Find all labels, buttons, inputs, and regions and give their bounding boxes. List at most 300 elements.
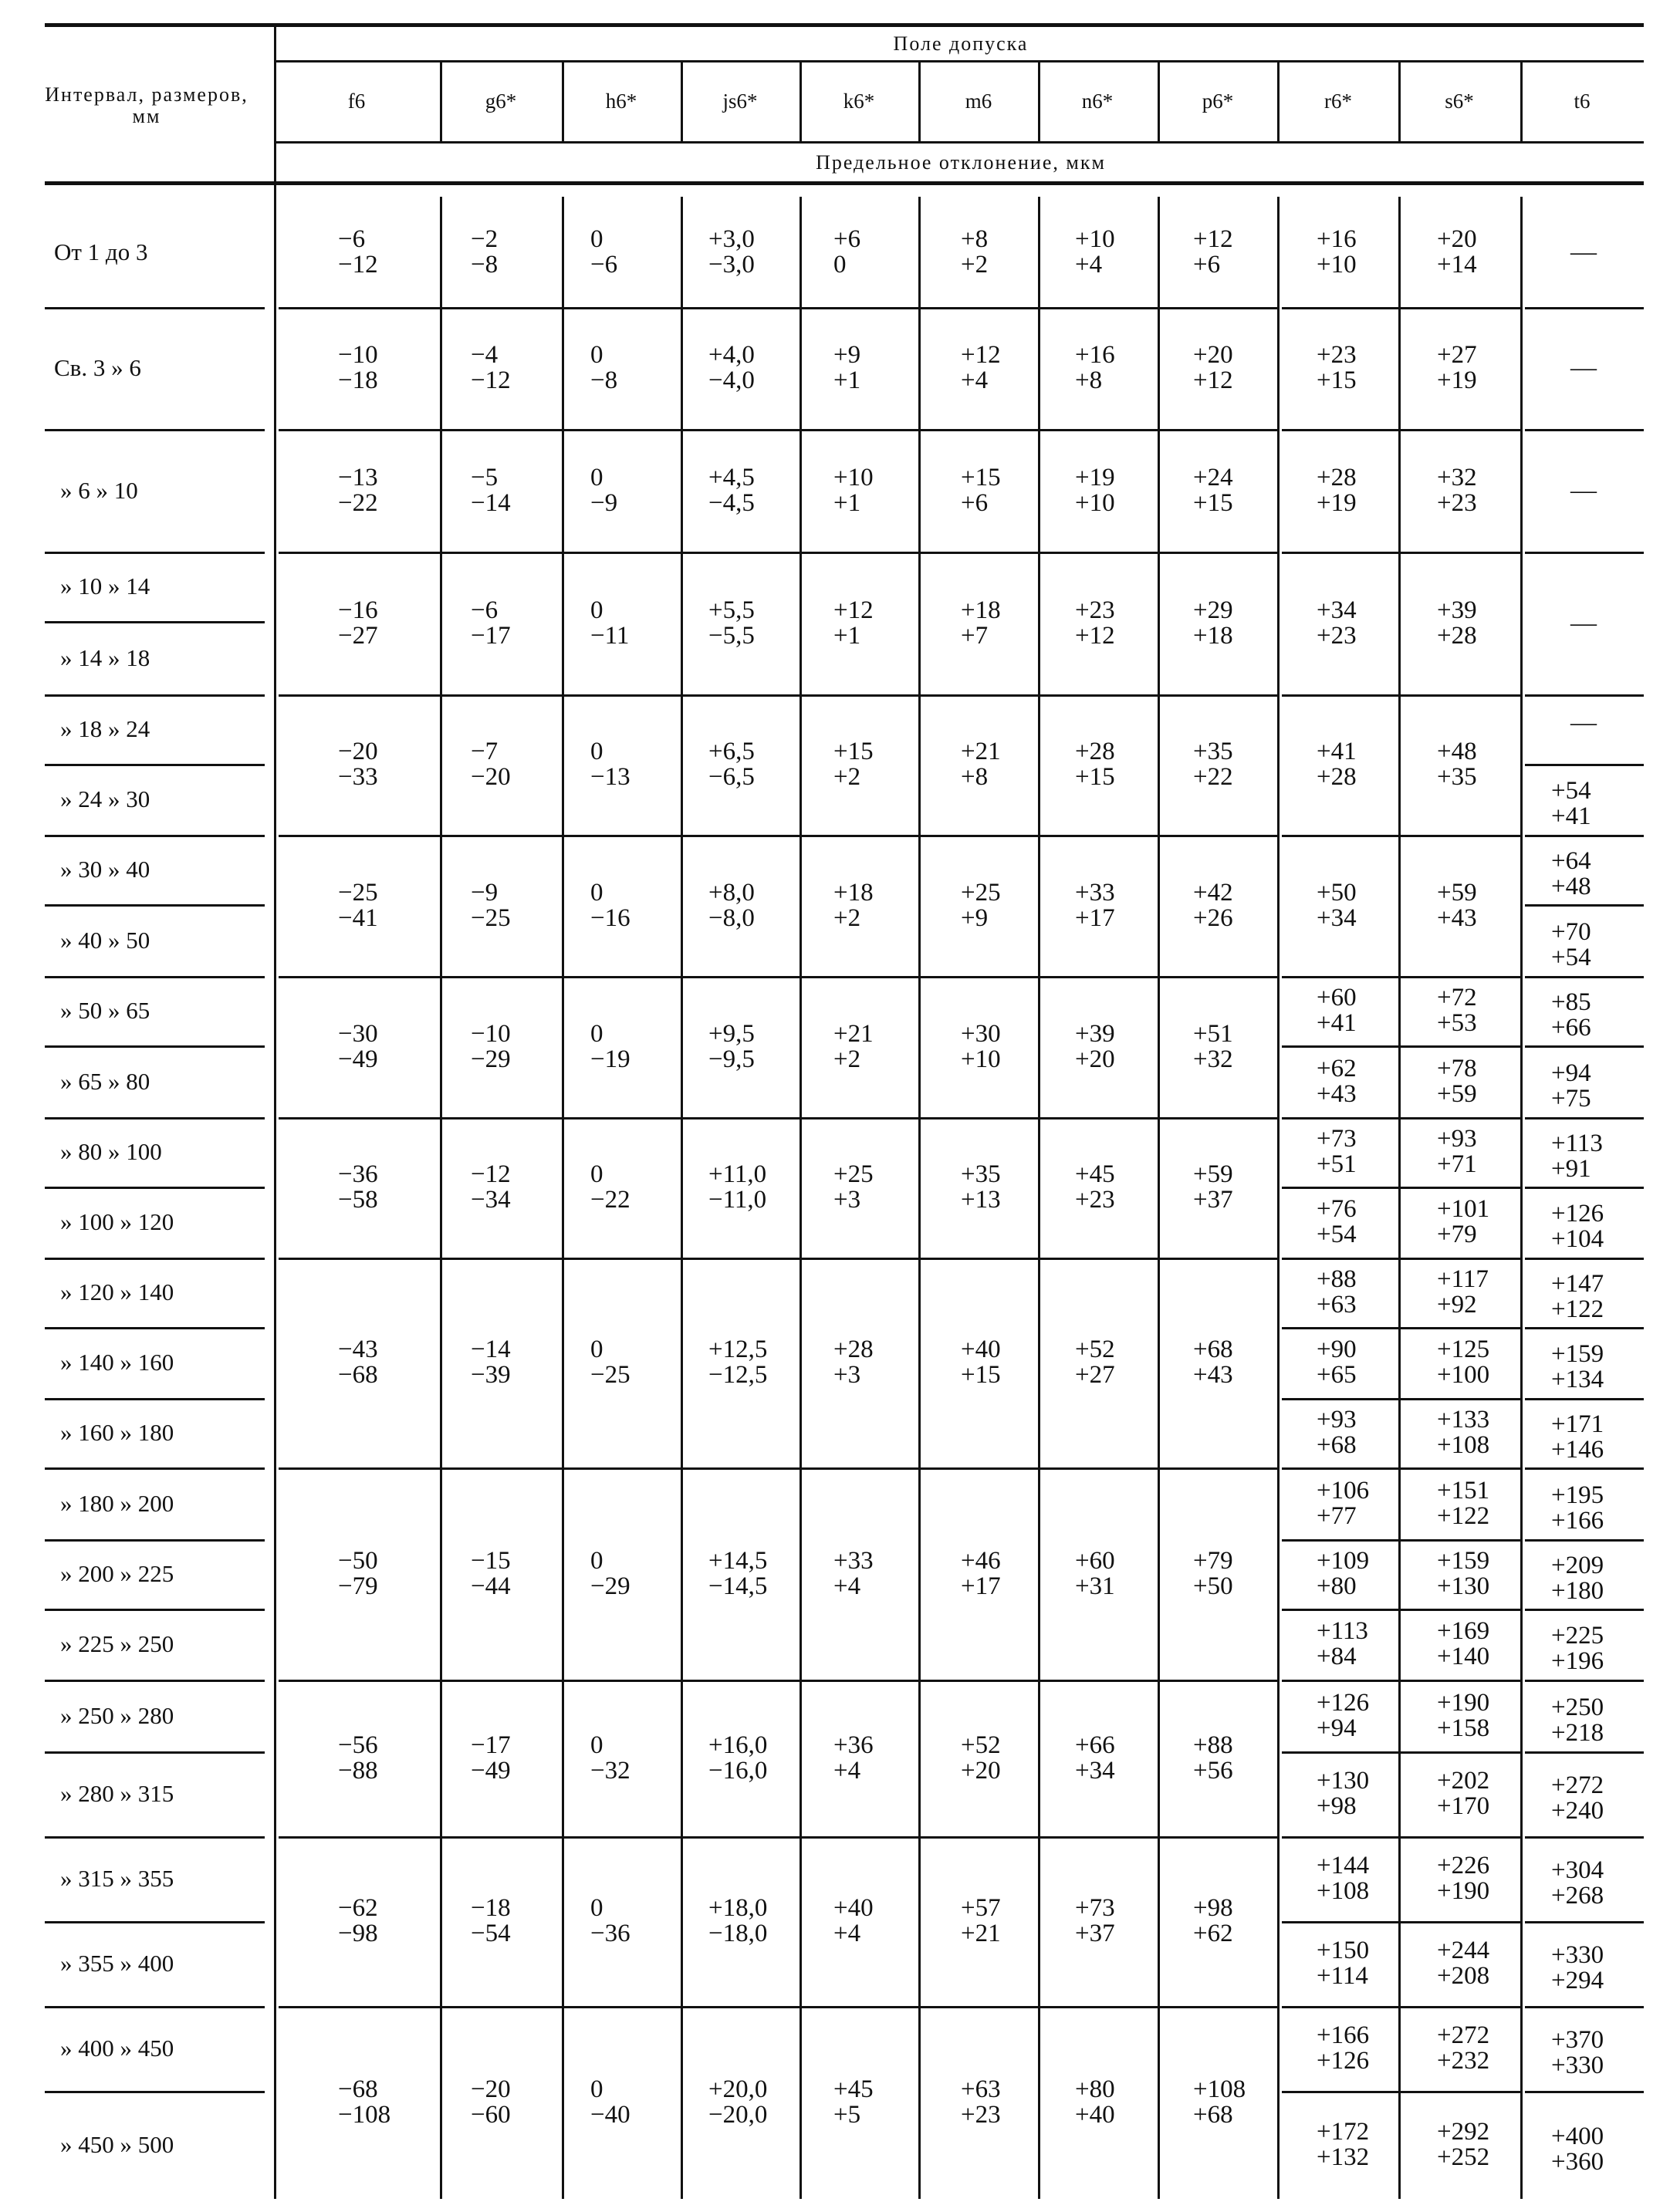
upper-deviation: +40 [833, 1894, 874, 1922]
upper-deviation: +6,5 [708, 738, 755, 765]
upper-deviation: +35 [961, 1160, 1001, 1188]
size-range: » 6 » 10 [60, 476, 138, 504]
row-rule [1525, 694, 1644, 697]
upper-deviation: +28 [833, 1336, 874, 1363]
value-cell [338, 1896, 378, 1947]
upper-deviation: +52 [1075, 1336, 1115, 1363]
value-cell [590, 227, 617, 278]
lower-deviation: +80 [1317, 1572, 1357, 1600]
row-rule [1525, 429, 1644, 431]
upper-deviation: +73 [1317, 1125, 1357, 1153]
value-cell [833, 1019, 874, 1073]
upper-deviation: +48 [1437, 738, 1477, 765]
value-cell [961, 1548, 1001, 1599]
lower-deviation: +28 [1317, 763, 1357, 791]
body-col-divider-2 [440, 197, 442, 2199]
lower-deviation: −16 [590, 903, 630, 932]
upper-deviation: +60 [1075, 1546, 1115, 1575]
lower-deviation: −6,5 [708, 763, 755, 791]
upper-deviation: +85 [1551, 988, 1591, 1016]
upper-deviation: +34 [1317, 596, 1357, 624]
value-cell [1437, 1619, 1489, 1670]
size-range: » 180 » 200 [60, 1489, 174, 1517]
lower-deviation: +114 [1317, 1962, 1368, 1990]
upper-deviation: +20 [1437, 225, 1477, 253]
lower-deviation: +23 [1075, 1186, 1115, 1214]
value-cell [338, 227, 378, 278]
upper-deviation: +72 [1437, 984, 1477, 1011]
value-cell [1193, 1548, 1233, 1599]
no-value-dash: — [1570, 237, 1597, 266]
upper-deviation: +18,0 [708, 1894, 768, 1922]
lower-deviation: +23 [961, 2101, 1001, 2129]
lower-deviation: −20,0 [708, 2101, 768, 2129]
lower-deviation: −3,0 [708, 250, 755, 279]
value-cell [1075, 1337, 1115, 1388]
upper-deviation: +370 [1551, 2026, 1604, 2054]
value-cell [338, 880, 378, 931]
row-rule [1282, 1327, 1520, 1329]
field-code-r6: r6* [1324, 89, 1352, 113]
value-cell [1437, 1056, 1477, 1107]
field-title: Поле допуска [893, 32, 1029, 55]
group-rule [279, 552, 1277, 554]
lower-deviation: +108 [1437, 1431, 1490, 1459]
lower-deviation: +166 [1551, 1506, 1604, 1535]
value-cell [1317, 1197, 1357, 1248]
size-range: » 10 » 14 [60, 572, 150, 599]
upper-deviation: +80 [1075, 2075, 1115, 2103]
lower-deviation: +9 [961, 903, 989, 932]
value-cell [708, 1896, 767, 1947]
lower-deviation: +22 [1193, 763, 1233, 791]
value-cell [1317, 598, 1357, 649]
value-cell [1551, 2124, 1604, 2175]
lower-deviation: +4 [1075, 250, 1103, 279]
group-rule [279, 1467, 1277, 1470]
stub-row-rule [45, 1045, 265, 1048]
value-cell [1437, 985, 1477, 1036]
value-cell [708, 465, 755, 516]
lower-deviation: +19 [1437, 366, 1477, 394]
upper-deviation: +4,5 [708, 463, 755, 491]
upper-deviation: 0 [590, 225, 603, 253]
lower-deviation: +68 [1193, 2101, 1233, 2129]
lower-deviation: −12 [471, 366, 511, 394]
lower-deviation: −40 [590, 2101, 630, 2129]
field-code-h6: h6* [605, 89, 637, 113]
field-code-f6: f6 [347, 89, 366, 113]
body-col-divider-4 [681, 197, 683, 2199]
lower-deviation: +126 [1317, 2047, 1370, 2075]
lower-deviation: +66 [1551, 1014, 1591, 1042]
lower-deviation: +134 [1551, 1366, 1604, 1393]
value-cell [1317, 985, 1357, 1036]
lower-deviation: −12,5 [708, 1361, 768, 1389]
stub-row-rule [45, 1398, 265, 1400]
upper-deviation: +30 [961, 1019, 1001, 1048]
lower-deviation: +41 [1317, 1009, 1357, 1037]
row-rule [1525, 764, 1644, 766]
row-rule [1525, 2006, 1644, 2008]
value-cell [961, 1896, 1001, 1947]
row-rule [1525, 904, 1644, 907]
upper-deviation: +90 [1317, 1336, 1357, 1363]
value-cell [833, 880, 874, 931]
no-value-dash: — [1570, 475, 1597, 505]
upper-deviation: −7 [471, 738, 499, 765]
upper-deviation: +21 [961, 738, 1001, 765]
upper-deviation: +51 [1193, 1019, 1233, 1048]
lower-deviation: +15 [961, 1361, 1001, 1389]
lower-deviation: +104 [1551, 1225, 1604, 1253]
lower-deviation: +2 [961, 250, 989, 279]
size-range: От 1 до 3 [54, 238, 148, 265]
lower-deviation: +2 [833, 903, 861, 932]
lower-deviation: −18,0 [708, 1920, 768, 1947]
lower-deviation: −9,5 [708, 1045, 755, 1073]
value-cell [471, 880, 511, 931]
upper-deviation: +50 [1317, 878, 1357, 907]
lower-deviation: +77 [1317, 1501, 1357, 1530]
upper-deviation: +226 [1437, 1852, 1490, 1879]
lower-deviation: −68 [338, 1361, 378, 1389]
upper-deviation: +59 [1437, 878, 1477, 907]
size-range: » 120 » 140 [60, 1278, 174, 1305]
value-cell [1551, 1412, 1604, 1463]
group-rule [279, 1680, 1277, 1682]
lower-deviation: −34 [471, 1186, 511, 1214]
header-col-divider-5 [800, 62, 802, 141]
value-cell [1317, 1938, 1369, 1989]
value-cell [590, 1548, 630, 1599]
upper-deviation: +68 [1193, 1336, 1233, 1363]
body-col-divider-11 [1520, 197, 1523, 2199]
upper-deviation: 0 [590, 738, 603, 765]
value-cell [1437, 880, 1477, 931]
value-cell [1437, 343, 1477, 393]
lower-deviation: +12 [1193, 366, 1233, 394]
lower-deviation: −22 [338, 488, 378, 517]
lower-deviation: +2 [833, 1045, 861, 1073]
upper-deviation: +14,5 [708, 1546, 768, 1575]
row-rule [1525, 1609, 1644, 1611]
value-cell [1193, 227, 1233, 278]
upper-deviation: +9,5 [708, 1019, 755, 1048]
value-cell [833, 598, 874, 649]
lower-deviation: +48 [1551, 873, 1591, 900]
lower-deviation: +14 [1437, 250, 1477, 279]
value-cell [1317, 1478, 1369, 1529]
upper-deviation: +106 [1317, 1476, 1370, 1504]
value-cell [1551, 1695, 1604, 1746]
upper-deviation: +5,5 [708, 596, 755, 624]
lower-deviation: +41 [1551, 802, 1591, 830]
upper-deviation: +25 [833, 1160, 874, 1188]
value-cell [590, 1337, 630, 1388]
upper-deviation: −50 [338, 1546, 378, 1575]
upper-deviation: +20,0 [708, 2075, 768, 2103]
value-cell [1317, 1407, 1357, 1458]
value-cell [833, 2077, 874, 2128]
value-cell [708, 1162, 766, 1213]
value-cell [1437, 598, 1477, 649]
value-cell [708, 739, 755, 790]
value-cell [708, 1548, 767, 1599]
value-cell [1437, 1407, 1489, 1458]
row-rule [1525, 552, 1644, 554]
upper-deviation: +159 [1437, 1547, 1490, 1575]
stub-row-rule [45, 2091, 265, 2093]
lower-deviation: −20 [471, 763, 511, 791]
lower-deviation: +208 [1437, 1962, 1490, 1990]
body-col-divider-9 [1277, 197, 1280, 2199]
value-cell [338, 739, 378, 790]
upper-deviation: +130 [1317, 1767, 1370, 1795]
lower-deviation: +54 [1317, 1221, 1357, 1248]
upper-deviation: +33 [833, 1546, 874, 1575]
lower-deviation: +17 [961, 1572, 1001, 1600]
row-rule [1525, 835, 1644, 837]
upper-deviation: −36 [338, 1160, 378, 1188]
value-cell [1075, 880, 1115, 931]
lower-deviation: −39 [471, 1361, 511, 1389]
lower-deviation: +79 [1437, 1221, 1477, 1248]
upper-deviation: −18 [471, 1894, 511, 1922]
size-range: » 30 » 40 [60, 856, 150, 883]
value-cell [1437, 2023, 1489, 2074]
value-cell [1193, 1733, 1233, 1784]
value-cell [1075, 1548, 1115, 1599]
value-cell [1437, 227, 1477, 278]
upper-deviation: +12,5 [708, 1336, 768, 1363]
value-cell [1317, 739, 1357, 790]
value-cell [471, 1019, 511, 1073]
row-rule [1525, 1258, 1644, 1260]
size-range: » 100 » 120 [60, 1208, 174, 1235]
field-codes-rule [274, 141, 1644, 144]
value-cell [590, 343, 617, 393]
upper-deviation: +94 [1551, 1059, 1591, 1087]
body-col-divider-7 [1038, 197, 1040, 2199]
upper-deviation: +8,0 [708, 878, 755, 907]
size-range: » 40 » 50 [60, 926, 150, 954]
field-code-p6: p6* [1202, 89, 1234, 113]
lower-deviation: −54 [471, 1920, 511, 1947]
value-cell [590, 880, 630, 931]
upper-deviation: +108 [1193, 2075, 1246, 2103]
upper-deviation: +60 [1317, 984, 1357, 1011]
lower-deviation: +240 [1551, 1797, 1604, 1825]
upper-deviation: −9 [471, 878, 499, 907]
upper-deviation: −43 [338, 1336, 378, 1363]
row-rule [1282, 1921, 1520, 1923]
value-cell [1075, 1019, 1115, 1073]
no-value-dash: — [1570, 608, 1597, 637]
value-cell [1437, 1853, 1489, 1904]
upper-deviation: +63 [961, 2075, 1001, 2103]
upper-deviation: +400 [1551, 2123, 1604, 2150]
lower-deviation: +71 [1437, 1150, 1477, 1178]
value-cell [471, 227, 498, 278]
lower-deviation: −4,5 [708, 488, 755, 517]
lower-deviation: +50 [1193, 1572, 1233, 1600]
lower-deviation: −44 [471, 1572, 511, 1600]
lower-deviation: +26 [1193, 903, 1233, 932]
row-rule [1525, 1539, 1644, 1542]
upper-deviation: −6 [471, 596, 499, 624]
body-col-divider-10 [1398, 197, 1401, 2199]
lower-deviation: +196 [1551, 1647, 1604, 1675]
value-cell [1437, 465, 1477, 516]
deviation-title: Предельное отклонение, мкм [816, 151, 1106, 174]
group-rule [279, 1258, 1277, 1260]
value-cell [961, 1019, 1001, 1073]
stub-row-rule [45, 694, 265, 697]
upper-deviation: +33 [1075, 878, 1115, 907]
value-cell [590, 1019, 630, 1073]
size-range: » 140 » 160 [60, 1349, 174, 1376]
lower-deviation: +62 [1193, 1920, 1233, 1947]
upper-deviation: +66 [1075, 1731, 1115, 1759]
lower-deviation: −25 [471, 903, 511, 932]
upper-deviation: +18 [961, 596, 1001, 624]
upper-deviation: −5 [471, 463, 499, 491]
size-range: » 50 » 65 [60, 997, 150, 1024]
lower-deviation: +100 [1437, 1361, 1490, 1389]
value-cell [590, 598, 629, 649]
lower-deviation: +63 [1317, 1291, 1357, 1319]
upper-deviation: −20 [338, 738, 378, 765]
value-cell [471, 1896, 511, 1947]
value-cell [1317, 2023, 1369, 2074]
group-rule [279, 1836, 1277, 1839]
group-rule [279, 835, 1277, 837]
lower-deviation: +4 [961, 366, 989, 394]
lower-deviation: +94 [1317, 1714, 1357, 1742]
value-cell [1551, 1858, 1604, 1909]
upper-deviation: +59 [1193, 1160, 1233, 1188]
lower-deviation: −33 [338, 763, 378, 791]
upper-deviation: +23 [1075, 596, 1115, 624]
value-cell [1317, 1619, 1368, 1670]
upper-deviation: +28 [1317, 463, 1357, 491]
upper-deviation: +12 [833, 596, 874, 624]
upper-deviation: +45 [833, 2075, 874, 2103]
upper-deviation: +292 [1437, 2118, 1490, 2146]
value-cell [1317, 465, 1357, 516]
upper-deviation: +62 [1317, 1054, 1357, 1082]
lower-deviation: +130 [1437, 1572, 1490, 1600]
upper-deviation: +101 [1437, 1195, 1490, 1223]
no-value-dash: — [1570, 708, 1597, 737]
lower-deviation: +6 [1193, 250, 1221, 279]
lower-deviation: +18 [1193, 621, 1233, 650]
row-rule [1282, 1539, 1520, 1542]
size-range: Св. 3 » 6 [54, 354, 141, 381]
size-range: » 400 » 450 [60, 2035, 174, 2062]
upper-deviation: +93 [1437, 1125, 1477, 1153]
lower-deviation: −6 [590, 250, 618, 279]
value-cell [961, 1337, 1001, 1388]
header-col-divider-2 [440, 62, 442, 141]
no-value-dash: — [1570, 353, 1597, 382]
upper-deviation: +113 [1317, 1617, 1368, 1645]
lower-deviation: +7 [961, 621, 989, 650]
upper-deviation: +9 [833, 341, 861, 369]
size-range: » 65 » 80 [60, 1067, 150, 1095]
value-cell [1437, 1690, 1489, 1741]
value-cell [1193, 2077, 1246, 2128]
lower-deviation: +43 [1193, 1361, 1233, 1389]
stub-row-rule [45, 904, 265, 907]
body-col-divider-3 [562, 197, 564, 2199]
row-rule [1282, 1398, 1520, 1400]
row-rule [1282, 1045, 1520, 1048]
value-cell [1075, 1896, 1115, 1947]
lower-deviation: +40 [1075, 2101, 1115, 2129]
upper-deviation: +57 [961, 1894, 1001, 1922]
lower-deviation: −29 [590, 1572, 630, 1600]
stub-row-rule [45, 552, 265, 554]
lower-deviation: −5,5 [708, 621, 755, 650]
value-cell [961, 227, 988, 278]
row-rule [1282, 1117, 1520, 1120]
lower-deviation: +65 [1317, 1361, 1357, 1389]
row-rule [1282, 2006, 1520, 2008]
lower-deviation: +2 [833, 763, 861, 791]
upper-deviation: +159 [1551, 1340, 1604, 1368]
row-rule [1525, 1467, 1644, 1470]
row-rule [1525, 1751, 1644, 1754]
upper-deviation: 0 [590, 1731, 603, 1759]
value-cell [1551, 849, 1591, 900]
upper-deviation: 0 [590, 1019, 603, 1048]
value-cell [1437, 739, 1477, 790]
header-col-divider-8 [1158, 62, 1160, 141]
upper-deviation: +244 [1437, 1937, 1490, 1964]
upper-deviation: 0 [590, 596, 603, 624]
upper-deviation: +40 [961, 1336, 1001, 1363]
value-cell [1437, 1548, 1489, 1599]
value-cell [833, 1896, 874, 1947]
upper-deviation: +25 [961, 878, 1001, 907]
value-cell [1193, 1019, 1233, 1073]
value-cell [961, 880, 1001, 931]
upper-deviation: +52 [961, 1731, 1001, 1759]
lower-deviation: −98 [338, 1920, 378, 1947]
upper-deviation: +73 [1075, 1894, 1115, 1922]
row-rule [1525, 1045, 1644, 1048]
row-rule [1282, 2091, 1520, 2093]
value-cell [338, 2077, 390, 2128]
stub-row-rule [45, 1187, 265, 1189]
lower-deviation: +180 [1551, 1577, 1604, 1605]
stub-row-rule [45, 1258, 265, 1260]
row-rule [1525, 2091, 1644, 2093]
lower-deviation: +1 [833, 621, 861, 650]
value-cell [1193, 598, 1233, 649]
upper-deviation: +29 [1193, 596, 1233, 624]
upper-deviation: +41 [1317, 738, 1357, 765]
row-rule [1525, 1921, 1644, 1923]
size-range: » 250 » 280 [60, 1701, 174, 1729]
value-cell [1193, 1337, 1233, 1388]
group-rule [279, 1117, 1277, 1120]
upper-deviation: −30 [338, 1019, 378, 1048]
row-rule [1525, 976, 1644, 978]
lower-deviation: +190 [1437, 1877, 1490, 1905]
